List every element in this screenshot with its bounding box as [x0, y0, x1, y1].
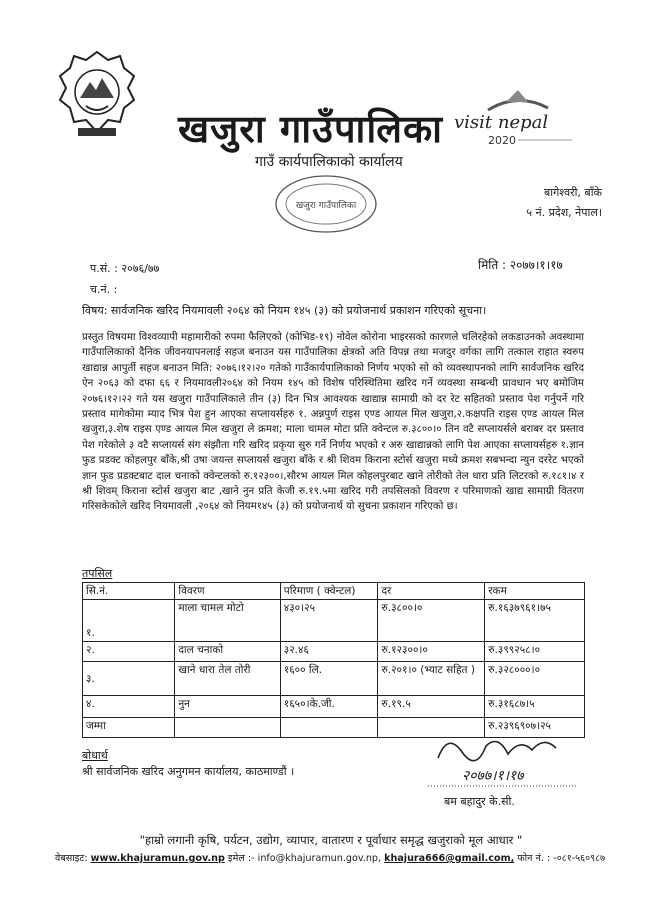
chalani-number: च.नं. :: [90, 283, 118, 296]
phone-label: फोन नं. :: [517, 853, 551, 864]
header-description: विवरण: [175, 583, 280, 600]
cell-amount: रु.१६३७९६१।७५: [485, 600, 585, 642]
phone-number: -०८१-५६०९८७: [553, 853, 606, 864]
cell-amount: रु.३१६८७।५: [485, 696, 585, 718]
cell-quantity: ३२.४६: [280, 642, 378, 662]
cell-quantity: ४३०।२५: [280, 600, 378, 642]
subject-line: विषय: सार्वजनिक खरिद नियमावली २०६४ को नियम १४५ (३) को प्रयोजनार्थ प्रकाशन गरिएको सूचना।: [82, 304, 487, 317]
office-title: खजुरा गाउँपालिका: [178, 107, 444, 151]
signatory-name: बम बहादुर के.सी.: [444, 795, 515, 808]
cell-description: खाने धारा तेल तोरी: [175, 662, 280, 696]
bodhartha-label: बोधार्थ: [82, 749, 108, 762]
cell-description: नुन: [175, 696, 280, 718]
table-row: [83, 600, 585, 642]
nepal-emblem-icon: [56, 48, 138, 140]
email-label: इमेल :-: [227, 853, 255, 864]
stamp-text: खजुरा गाउँपालिका: [295, 201, 357, 211]
cell-sn: २.: [83, 642, 175, 662]
total-empty-cell: [175, 718, 280, 738]
email-link-1[interactable]: info@khajuramun.gov.np,: [257, 853, 382, 864]
table-row: [83, 642, 585, 662]
header-sn: सि.नं.: [83, 583, 175, 600]
letter-date: मिति : २०७७।१।१७: [478, 258, 563, 272]
cell-description: दाल चनाको: [175, 642, 280, 662]
email-link-2[interactable]: khajura666@gmail.com,: [384, 853, 515, 864]
cell-sn: ३.: [83, 662, 175, 696]
table-row: [83, 662, 585, 696]
cell-rate: रु.१९.५: [378, 696, 485, 718]
footer-contact: [55, 851, 605, 864]
visit-nepal-text: visit nepal: [454, 112, 549, 133]
signature-scribble: २०७७।१।१७: [462, 768, 524, 784]
reference-block: [90, 258, 159, 300]
table-header-row: [83, 583, 585, 600]
patra-sankhya: प.सं. : २०७६/७७: [90, 262, 160, 275]
table-row: [83, 696, 585, 718]
notice-body: प्रस्तुत विषयमा विश्वव्यापी महामारीको रुपमा फैलिएको (कोभिड-१९) नोवेल कोरोना भाइरसको कारणले चलिरहेको लकडाउनको अवस्थामा गाउँपालिकाको दैनिक जीवनयापनलाई सहज बनाउन यस गाउँपालिका क्षेत्रको अति विपन्न तथा मजदुर वर्गका लागि तत्काल राहात स्वरुप खाद्यान्न आपुर्ती सहज बनाउन मिति: २०७६।१२।२० गतेको गाउँकार्यपालिकाको निर्णय भएको सो को व्यवस्थापनको लागि सार्वजनिक खरिद ऐन २०६३ को दफा ६६ र नियमावली२०६४ को नियम १४५ को विशेष परिस्थितिमा खरिद गर्ने व्यवस्था सम्बन्धी प्रावधान भए बमोजिम २०७६।१२।२२ गते यस खजुरा गाउँपालिकाले तीन (३) दिन भित्र आवश्यक खाद्यान्न सामाग्री को दर रेट सहितको प्रस्ताव पेश गर्नुपर्ने गरि प्रस्ताव मागेकोमा म्याद भित्र पेश हुन आएका सप्लायर्सहरु १. अन्नपुर्ण राइस एण्ड आयल मिल खजुरा,२.कक्षपति राइस एण्ड आयल मिल खजुरा,३.शेष राइस एण्ड आयल मिल खजुरा ले क्रमश; माला चामल मोटा प्रति क्वेन्टल रु.३८००।० तिन वटै सप्लायर्सले बराबर दर प्रस्ताव पेश गरेकोले ३ वटै सप्लायर्स संग संझौता गरि खरिद प्रकृया सुरु गर्ने निर्णय भएको र अरु खाद्यान्नको लागि पेश आएका सप्लायर्सहरु १.ज्ञान फुड प्रडक्ट कोहलपुर बाँके,श्री उषा जयन्त सप्लायर्स खजुरा बाँके र श्री शिवम किराना स्टोर्स खजुरा मध्ये क्रमश सबभन्दा न्युन दररेट भएको ज्ञान फुड प्रडक्टबाट दाल चनाको क्वेन्टलको रु.१२३००।,सौरभ आयल मिल कोहलपुरबाट खाने तोरीको तेल धारा प्रति लिटरको रु.१८१।४ र श्री शिवम् किराना स्टोर्स खजुरा बाट ,खाने नुन प्रति केजी रु.१९.५मा खरिद गरी तपसिलको विवरण र परिमाणको खाद्य सामाग्री वितरण गरिसकेकोले खरिद नियमावली ,२०६४ को नियम१४५ (३) को प्रयोजनार्थ यो सुचना प्रकाशन गरिएको छ।: [82, 332, 584, 513]
total-value: रु.२३९६९०७।२५: [485, 718, 585, 738]
cell-sn: ४.: [83, 696, 175, 718]
cell-quantity: १६०० लि.: [280, 662, 378, 696]
cell-amount: रु.३२८०००।०: [485, 662, 585, 696]
signature: [428, 728, 588, 798]
header-amount: रकम: [485, 583, 585, 600]
cell-quantity: १६५०।के.जी.: [280, 696, 378, 718]
total-empty-cell: [280, 718, 378, 738]
visit-nepal-year: 2020: [488, 134, 516, 147]
office-stamp: [272, 172, 380, 236]
bodhartha-recipient: श्री सार्वजनिक खरिद अनुगमन कार्यालय, काठमाण्डौं ।: [82, 765, 295, 778]
tapsil-label: तपसिल: [82, 567, 113, 580]
cell-rate: रु.२०१।० (भ्याट सहित ): [378, 662, 485, 696]
address-line-2: ५ नं. प्रदेश, नेपाल।: [526, 206, 602, 219]
website-label: वेबसाइट:: [55, 853, 88, 864]
footer-motto: "हाम्रो लगानी कृषि, पर्यटन, उद्योग, व्यापार, वातारण र पूर्वाधार समृद्ध खजुराको मूल आधार ": [139, 833, 523, 847]
cell-sn: १.: [83, 600, 175, 642]
visit-nepal-logo: [448, 88, 578, 152]
cell-amount: रु.३९९२५८।०: [485, 642, 585, 662]
header-rate: दर: [378, 583, 485, 600]
office-address: [526, 183, 602, 223]
cell-rate: रु.१२३००।०: [378, 642, 485, 662]
total-label: जम्मा: [83, 718, 175, 738]
items-table: [82, 582, 585, 738]
cell-description: माला चामल मोटो: [175, 600, 280, 642]
address-line-1: बागेश्वरी, बाँके: [543, 186, 602, 199]
header-quantity: परिमाण ( क्वेन्टल): [280, 583, 378, 600]
cell-rate: रु.३८००।०: [378, 600, 485, 642]
website-link[interactable]: www.khajuramun.gov.np: [90, 853, 225, 864]
office-subtitle: गाउँ कार्यपालिकाको कार्यालय: [255, 154, 403, 170]
